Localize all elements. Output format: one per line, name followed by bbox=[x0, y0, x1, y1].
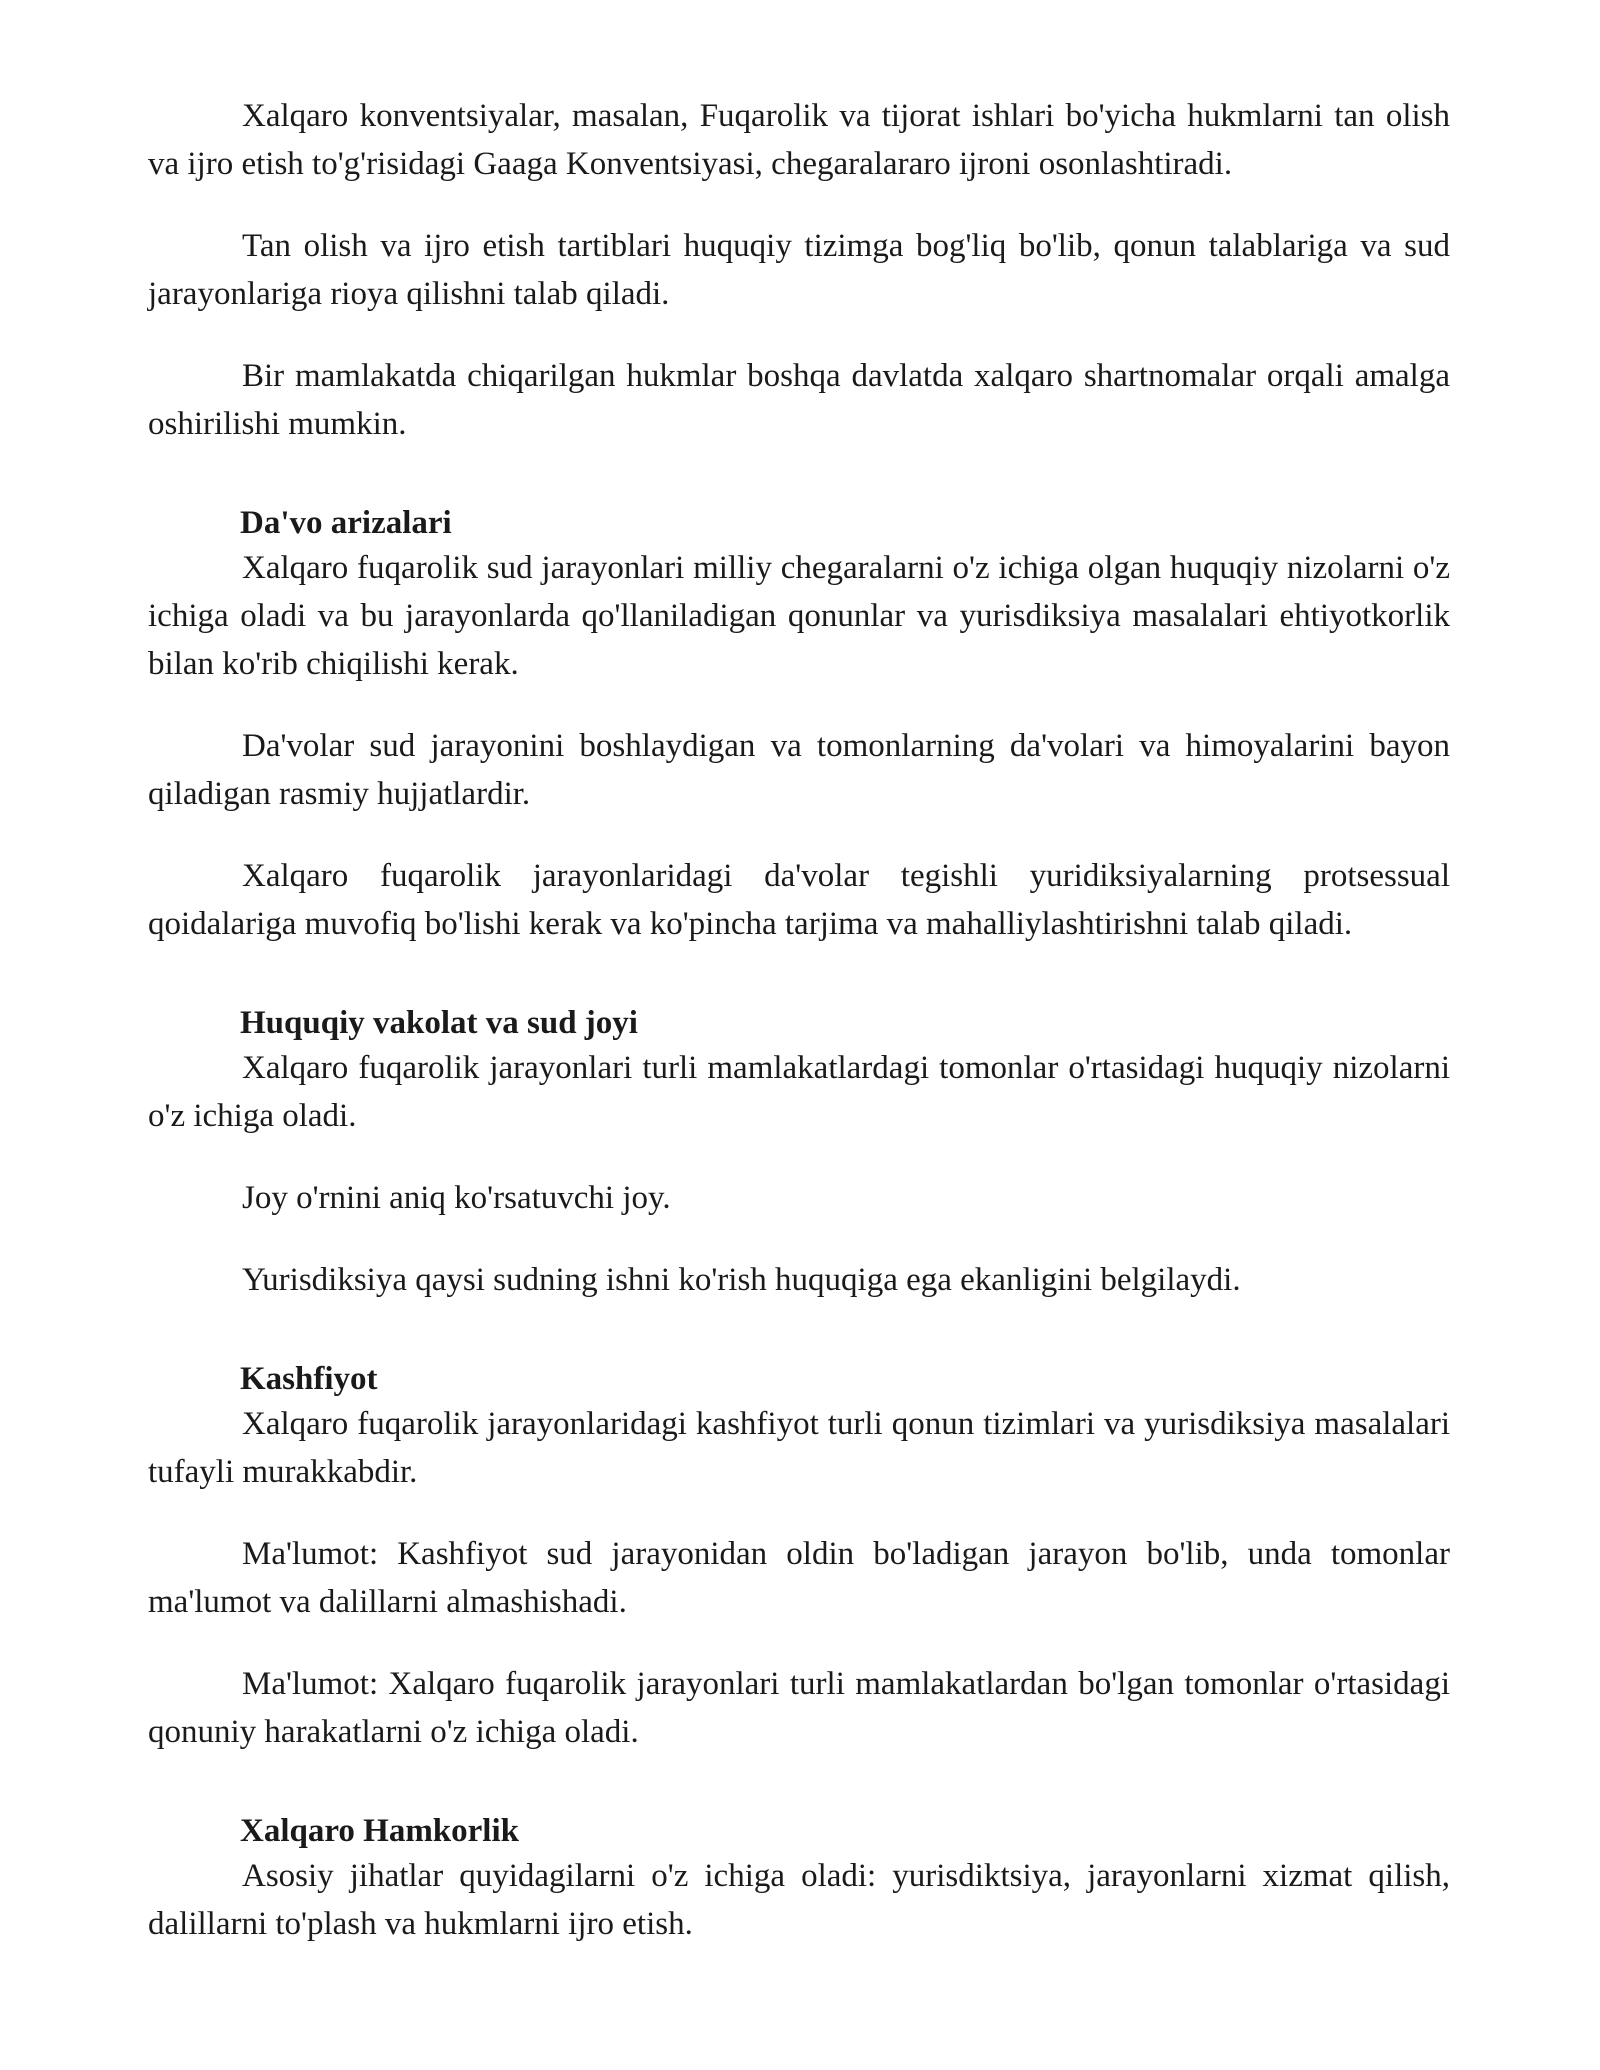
paragraph-claims-translation: Xalqaro fuqarolik jarayonlaridagi da'volar tegishli yuridiksiyalarning protsessual qoidalariga muvofiq bo'lishi kerak va ko'pincha tarjima va mahalliylashtirishni talab qiladi. bbox=[148, 858, 1450, 942]
paragraph-claims-documents: Da'volar sud jarayonini boshlaydigan va tomonlarning da'volari va himoyalarini bayon qiladigan rasmiy hujjatlardir. bbox=[148, 728, 1450, 812]
paragraph-legal-disputes: Xalqaro fuqarolik jarayonlari turli mamlakatlardagi tomonlar o'rtasidagi huquqiy nizolarni o'z ichiga oladi. bbox=[148, 1050, 1450, 1134]
heading-jurisdiction-venue: Huquqiy vakolat va sud joyi bbox=[240, 1005, 638, 1041]
paragraph-jurisdiction: Yurisdiksiya qaysi sudning ishni ko'rish huquqiga ega ekanligini belgilaydi. bbox=[242, 1262, 1241, 1298]
paragraph-venue: Joy o'rnini aniq ko'rsatuvchi joy. bbox=[242, 1180, 671, 1216]
heading-claims: Da'vo arizalari bbox=[240, 505, 452, 541]
heading-international-cooperation: Xalqaro Hamkorlik bbox=[240, 1813, 520, 1849]
paragraph-civil-proceedings: Xalqaro fuqarolik sud jarayonlari milliy chegaralarni o'z ichiga olgan huquqiy nizolarni o'z ichiga oladi va bu jarayonlarda qo'llaniladigan qonunlar va yurisdiksiya masalalari ehtiyotkorlik bilan ko'rib chiqilishi kerak. bbox=[148, 550, 1450, 682]
paragraph-discovery-info: Ma'lumot: Kashfiyot sud jarayonidan oldin bo'ladigan jarayon bo'lib, unda tomonlar ma'lumot va dalillarni almashishadi. bbox=[148, 1536, 1450, 1620]
paragraph-hague-convention: Xalqaro konventsiyalar, masalan, Fuqarolik va tijorat ishlari bo'yicha hukmlarni tan olish va ijro etish to'g'risidagi Gaaga Konventsiyasi, chegaralararo ijroni osonlashtiradi. bbox=[148, 98, 1450, 182]
paragraph-recognition-procedures: Tan olish va ijro etish tartiblari huquqiy tizimga bog'liq bo'lib, qonun talablariga va sud jarayonlariga rioya qilishni talab qiladi. bbox=[148, 228, 1450, 312]
heading-discovery: Kashfiyot bbox=[240, 1361, 378, 1397]
paragraph-judgments-enforcement: Bir mamlakatda chiqarilgan hukmlar boshqa davlatda xalqaro shartnomalar orqali amalga oshirilishi mumkin. bbox=[148, 358, 1450, 442]
paragraph-proceedings-info: Ma'lumot: Xalqaro fuqarolik jarayonlari turli mamlakatlardan bo'lgan tomonlar o'rtasidagi qonuniy harakatlarni o'z ichiga oladi. bbox=[148, 1666, 1450, 1750]
paragraph-key-aspects: Asosiy jihatlar quyidagilarni o'z ichiga oladi: yurisdiktsiya, jarayonlarni xizmat qilish, dalillarni to'plash va hukmlarni ijro etish. bbox=[148, 1858, 1450, 1942]
document-page bbox=[148, 92, 1450, 1982]
paragraph-discovery-complexity: Xalqaro fuqarolik jarayonlaridagi kashfiyot turli qonun tizimlari va yurisdiksiya masalalari tufayli murakkabdir. bbox=[148, 1406, 1450, 1490]
